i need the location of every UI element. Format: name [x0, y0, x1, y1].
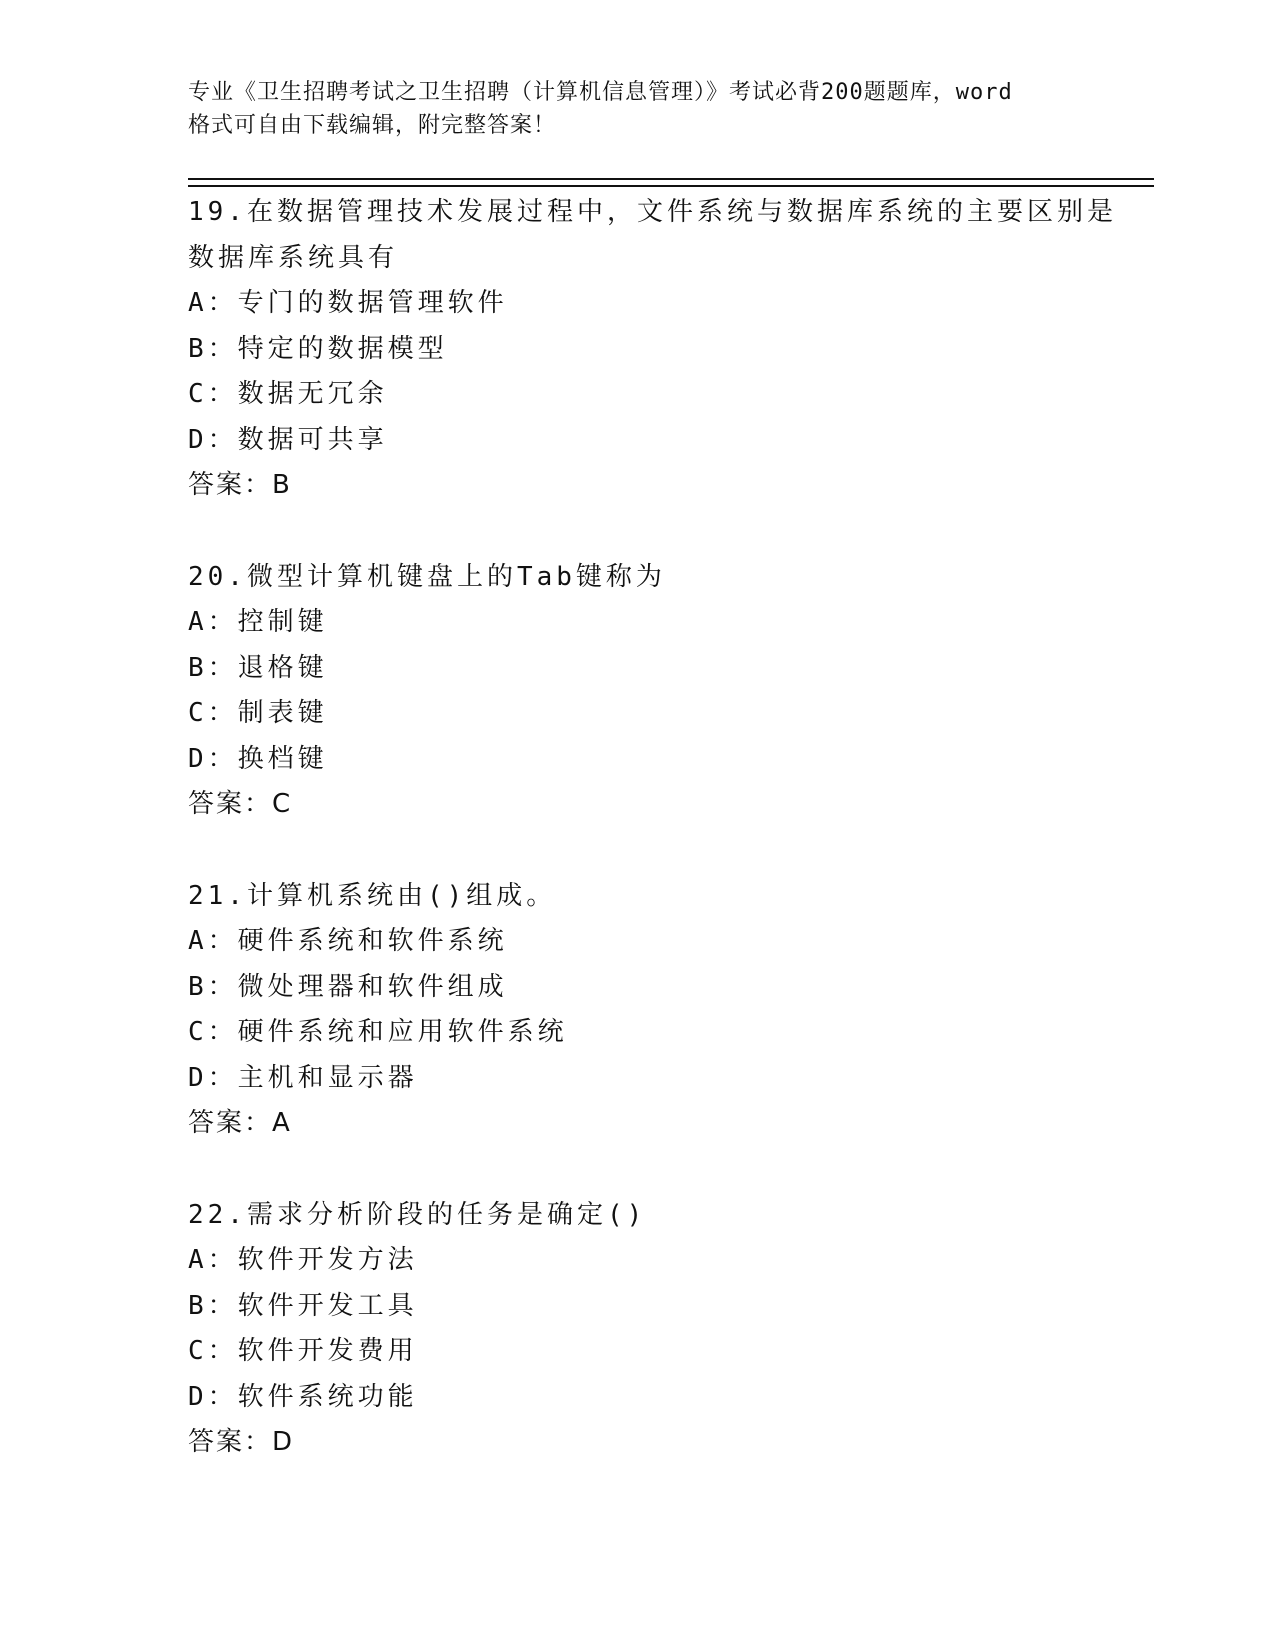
option-d: D：主机和显示器	[188, 1062, 418, 1093]
question-stem: 19.在数据管理技术发展过程中，文件系统与数据库系统的主要区别是	[188, 197, 1117, 227]
answer-line: 答案：B	[188, 470, 292, 500]
option-b: B：软件开发工具	[188, 1290, 418, 1321]
header-divider-top	[188, 178, 1154, 180]
option-c: C：制表键	[188, 698, 328, 728]
question-20	[188, 555, 1148, 828]
option-b: B：退格键	[188, 652, 328, 683]
header-divider-bottom	[188, 185, 1154, 187]
option-c: C：数据无冗余	[188, 379, 388, 409]
question-stem: 22.需求分析阶段的任务是确定()	[188, 1199, 647, 1230]
option-d: D：换档键	[188, 743, 328, 774]
question-stem-continued: 数据库系统具有	[188, 242, 399, 273]
header-line-2: 格式可自由下载编辑，附完整答案！	[188, 113, 557, 138]
option-d: D：软件系统功能	[188, 1381, 418, 1412]
question-22	[188, 1193, 1148, 1466]
question-list	[188, 190, 1148, 1512]
option-c: C：硬件系统和应用软件系统	[188, 1017, 568, 1047]
header-line-1: 专业《卫生招聘考试之卫生招聘（计算机信息管理）》考试必背200题题库，word	[188, 80, 1013, 105]
answer-line: 答案：D	[188, 1427, 295, 1457]
option-a: A：软件开发方法	[188, 1245, 418, 1275]
question-21	[188, 874, 1148, 1147]
answer-line: 答案：A	[188, 1108, 292, 1138]
answer-line: 答案：C	[188, 789, 293, 819]
option-b: B：特定的数据模型	[188, 333, 448, 364]
question-stem: 21.计算机系统由()组成。	[188, 880, 557, 911]
option-c: C：软件开发费用	[188, 1336, 418, 1366]
document-header	[188, 76, 1088, 142]
question-19	[188, 190, 1148, 509]
option-a: A：专门的数据管理软件	[188, 288, 508, 318]
option-a: A：硬件系统和软件系统	[188, 926, 508, 956]
option-d: D：数据可共享	[188, 424, 388, 455]
option-b: B：微处理器和软件组成	[188, 971, 508, 1002]
question-stem: 20.微型计算机键盘上的Tab键称为	[188, 561, 666, 592]
option-a: A：控制键	[188, 607, 328, 637]
